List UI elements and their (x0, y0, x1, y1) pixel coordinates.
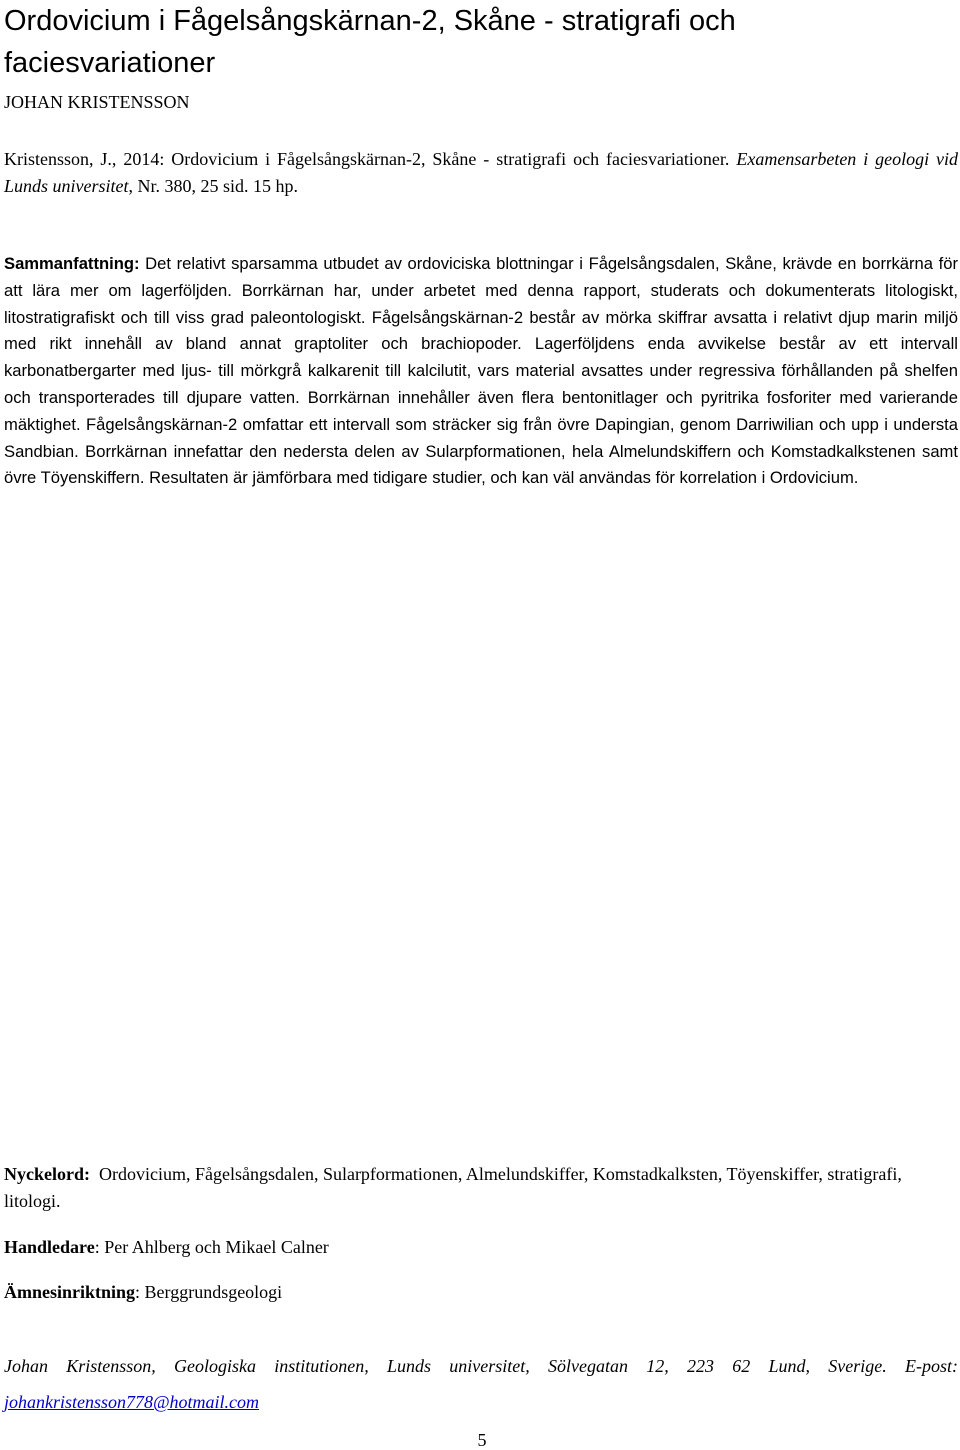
address-text: Johan Kristensson, Geologiska institutionen, Lunds universitet, Sölvegatan 12, 223 62 Lund, Sverige. E-post: (4, 1356, 958, 1376)
keywords-label: Nyckelord: (4, 1164, 90, 1184)
citation (4, 146, 958, 200)
supervisor-text: : Per Ahlberg och Mikael Calner (94, 1237, 329, 1257)
author-name: JOHAN KRISTENSSON (4, 92, 190, 112)
subject-label: Ämnesinriktning (4, 1282, 136, 1302)
supervisor (4, 1235, 329, 1259)
subject-text: : Berggrundsgeologi (135, 1282, 283, 1302)
supervisor-label: Handledare (4, 1237, 95, 1257)
author-address (4, 1348, 958, 1420)
subject-area (4, 1280, 282, 1304)
abstract-text: Det relativt sparsamma utbudet av ordoviciska blottningar i Fågelsångsdalen, Skåne, krävde en borrkärna för att lära mer om lagerföljden. Borrkärnan har, under arbetet med denna rapport, studerats och dokumenterats litologiskt, litostratigrafiskt och till viss grad paleontologiskt. Fågelsångskärnan-2 består av mörka skiffrar avsatta i relativt djup marin miljö med rikt innehåll av bland annat graptoliter och brachiopoder. Lagerföljdens enda avvikelse består av ett intervall karbonatbergarter med ljus- till mörkgrå kalkarenit till kalcilutit, vars material avsattes under regressiva förhållanden på shelfen och transporterades till djupare vatten. Borrkärnan innehåller även flera bentonitlager och pyritrika fosforiter med varierande mäktighet. Fågelsångskärnan-2 omfattar ett intervall som sträcker sig från övre Dapingian, genom Darriwilian och upp i understa Sandbian. Borrkärnan innefattar den nedersta delen av Sularpformationen, hela Almelundskiffern och Komstadkalkstenen samt övre Töyenskiffern. Resultaten är jämförbara med tidigare studier, och kan väl användas för korrelation i Ordovicium. (4, 254, 958, 488)
email-link[interactable]: johankristensson778@hotmail.com (4, 1392, 260, 1412)
citation-series: Examensarbeten i geologi vid Lunds universitet (4, 149, 959, 196)
page-title: Ordovicium i Fågelsångskärnan-2, Skåne - stratigrafi och faciesvariationer (4, 5, 736, 79)
keywords (4, 1161, 958, 1215)
citation-text: Kristensson, J., 2014: Ordovicium i Fågelsångskärnan-2, Skåne - stratigrafi och faciesvariationer. (4, 149, 730, 169)
page-number: 5 (477, 1430, 487, 1450)
abstract-label: Sammanfattning: (4, 254, 140, 273)
abstract (4, 251, 958, 492)
keywords-text: Ordovicium, Fågelsångsdalen, Sularpformationen, Almelundskiffer, Komstadkalksten, Töyenskiffer, stratigrafi, litologi. (4, 1164, 902, 1211)
citation-details: , Nr. 380, 25 sid. 15 hp. (128, 176, 299, 196)
